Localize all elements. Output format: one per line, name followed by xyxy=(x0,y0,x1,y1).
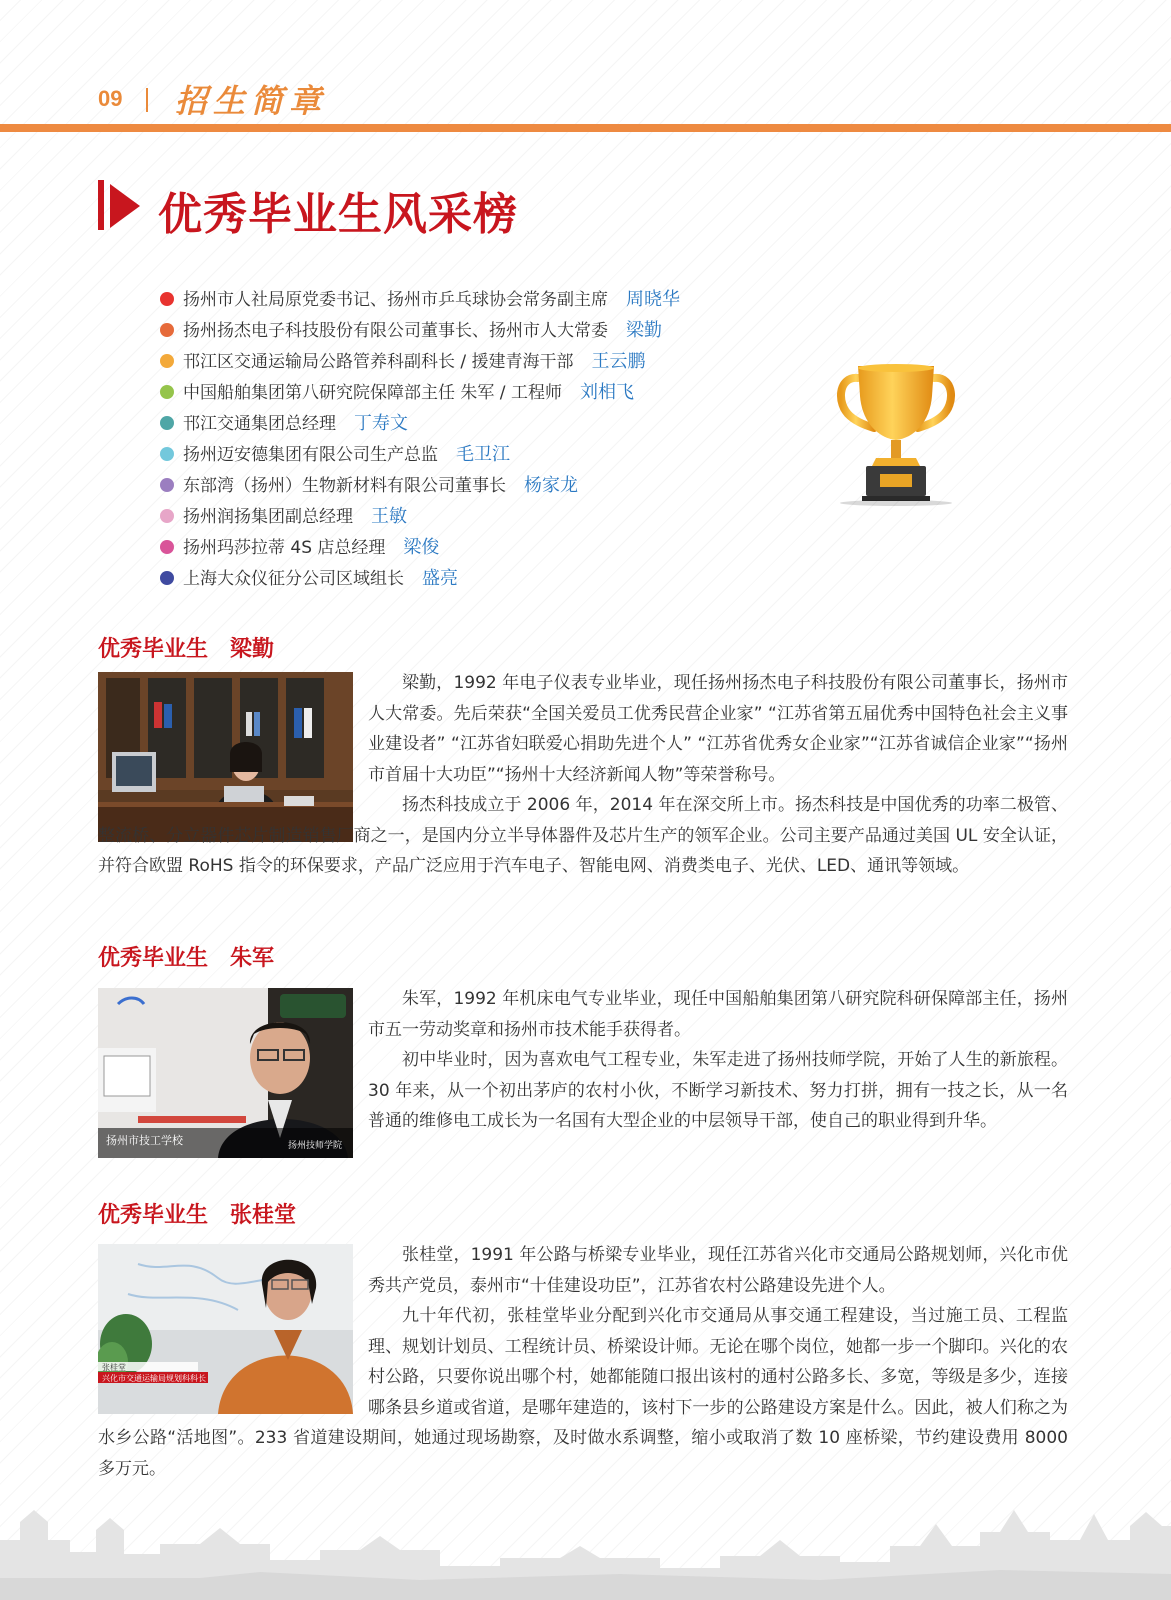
list-item xyxy=(160,439,680,470)
graduate-bio xyxy=(98,1240,1068,1484)
honor-title: 邗江交通集团总经理 xyxy=(183,414,336,434)
bullet-dot-icon xyxy=(160,447,174,461)
bio-paragraph: 九十年代初，张桂堂毕业分配到兴化市交通局从事交通工程建设，当过施工员、工程监理、规划计划员、工程统计员、桥梁设计师。无论在哪个岗位，她都一步一个脚印。兴化的农村公路，只要你说出哪个村，她都能随口报出该村的通村公路多长、多宽，等级是多少，连接哪条县乡道或省道，是哪年建造的，该村下一步的公路建设方案是什么。因此，被人们称之为水乡公路“活地图”。233 省道建设期间，她通过现场勘察，及时做水系调整，缩小或取消了数 10 座桥梁，节约建设费用 8000 多万元。 xyxy=(98,1306,1068,1479)
honor-name: 梁俊 xyxy=(403,537,440,558)
honor-title: 扬州市人社局原党委书记、扬州市乒乓球协会常务副主席 xyxy=(183,290,608,310)
honor-name: 王敏 xyxy=(371,506,407,527)
bullet-dot-icon xyxy=(160,416,174,430)
honor-name: 王云鹏 xyxy=(591,351,646,372)
graduate-name: 张桂堂 xyxy=(230,1202,297,1228)
skyline-decoration xyxy=(0,1470,1171,1600)
page-header xyxy=(0,0,1171,135)
honor-list xyxy=(160,284,680,594)
bio-paragraph: 初中毕业时，因为喜欢电气工程专业，朱军走进了扬州技师学院，开始了人生的新旅程。30 年来，从一个初出茅庐的农村小伙，不断学习新技术、努力打拼，拥有一技之长，从一名普通的维修电工成长为一名国有大型企业的中层领导干部，使自己的职业得到升华。 xyxy=(368,1050,1068,1131)
list-item xyxy=(160,470,680,501)
honor-name: 梁勤 xyxy=(626,320,662,341)
list-item xyxy=(160,501,680,532)
bullet-dot-icon xyxy=(160,385,174,399)
graduate-heading xyxy=(98,1198,296,1229)
page-number: 09 xyxy=(98,86,123,111)
bio-paragraph: 扬杰科技成立于 2006 年，2014 年在深交所上市。扬杰科技是中国优秀的功率二极管、整流桥、分立器件芯片制造销售厂商之一，是国内分立半导体器件及芯片生产的领军企业。公司主要产品通过美国 UL 安全认证，并符合欧盟 RoHS 指令的环保要求，产品广泛应用于汽车电子、智能电网、消费类电子、光伏、LED、通讯等领域。 xyxy=(98,795,1068,876)
honor-title: 扬州扬杰电子科技股份有限公司董事长、扬州市人大常委 xyxy=(183,321,608,341)
graduate-label: 优秀毕业生 xyxy=(98,1202,209,1228)
bullet-dot-icon xyxy=(160,354,174,368)
graduate-heading xyxy=(98,941,274,972)
header-divider xyxy=(146,88,148,112)
photo-watermark: 扬州技师学院 xyxy=(288,1141,343,1151)
graduate-bio xyxy=(98,984,1068,1162)
honor-title: 扬州迈安德集团有限公司生产总监 xyxy=(183,445,438,465)
bullet-dot-icon xyxy=(160,509,174,523)
list-item xyxy=(160,532,680,563)
honor-name: 盛亮 xyxy=(422,568,458,589)
honor-name: 丁寿文 xyxy=(354,413,408,434)
header-bar xyxy=(0,124,1171,132)
section-title: 优秀毕业生风采榜 xyxy=(158,189,518,240)
graduate-name: 梁勤 xyxy=(230,636,275,662)
list-item xyxy=(160,346,680,377)
honor-name: 周晓华 xyxy=(626,289,680,310)
photo-caption-name: 张桂堂 xyxy=(102,1363,126,1372)
graduate-heading xyxy=(98,632,274,663)
list-item xyxy=(160,284,680,315)
heading-bar-icon xyxy=(98,180,104,230)
trophy-icon xyxy=(836,360,956,510)
list-item xyxy=(160,563,680,594)
photo-caption: 扬州市技工学校 xyxy=(106,1134,183,1147)
bullet-dot-icon xyxy=(160,292,174,306)
honor-name: 毛卫江 xyxy=(456,444,510,465)
honor-title: 扬州润扬集团副总经理 xyxy=(183,507,353,527)
honor-title: 东部湾（扬州）生物新材料有限公司董事长 xyxy=(183,476,506,496)
play-triangle-icon xyxy=(110,184,140,228)
graduate-label: 优秀毕业生 xyxy=(98,636,209,662)
bio-paragraph: 朱军，1992 年机床电气专业毕业，现任中国船舶集团第八研究院科研保障部主任，扬州市五一劳动奖章和扬州市技术能手获得者。 xyxy=(368,989,1068,1040)
brochure-title: 招生简章 xyxy=(175,82,328,120)
bio-paragraph: 梁勤，1992 年电子仪表专业毕业，现任扬州扬杰电子科技股份有限公司董事长，扬州市人大常委。先后荣获“全国关爱员工优秀民营企业家” “江苏省第五届优秀中国特色社会主义事业建设者” “江苏省妇联爱心捐助先进个人” “江苏省优秀女企业家”“江苏省诚信企业家”“扬州市首届十大功臣”“扬州十大经济新闻人物”等荣誉称号。 xyxy=(368,673,1068,785)
bullet-dot-icon xyxy=(160,540,174,554)
bio-paragraph: 张桂堂，1991 年公路与桥梁专业毕业，现任江苏省兴化市交通局公路规划师，兴化市优秀共产党员，泰州市“十佳建设功臣”，江苏省农村公路建设先进个人。 xyxy=(368,1245,1068,1296)
honor-name: 刘相飞 xyxy=(579,382,634,403)
graduate-bio xyxy=(98,668,1068,882)
bullet-dot-icon xyxy=(160,571,174,585)
graduate-label: 优秀毕业生 xyxy=(98,945,209,971)
honor-title: 扬州玛莎拉蒂 4S 店总经理 xyxy=(183,538,386,558)
honor-name: 杨家龙 xyxy=(524,475,578,496)
list-item xyxy=(160,315,680,346)
honor-title: 邗江区交通运输局公路管养科副科长 / 援建青海干部 xyxy=(183,352,574,372)
photo-caption-title: 兴化市交通运输局规划科科长 xyxy=(102,1374,206,1383)
bullet-dot-icon xyxy=(160,323,174,337)
graduate-name: 朱军 xyxy=(230,945,275,971)
list-item xyxy=(160,377,680,408)
honor-title: 上海大众仪征分公司区域组长 xyxy=(183,569,404,589)
list-item xyxy=(160,408,680,439)
honor-title: 中国船舶集团第八研究院保障部主任 朱军 / 工程师 xyxy=(183,383,562,403)
bullet-dot-icon xyxy=(160,478,174,492)
